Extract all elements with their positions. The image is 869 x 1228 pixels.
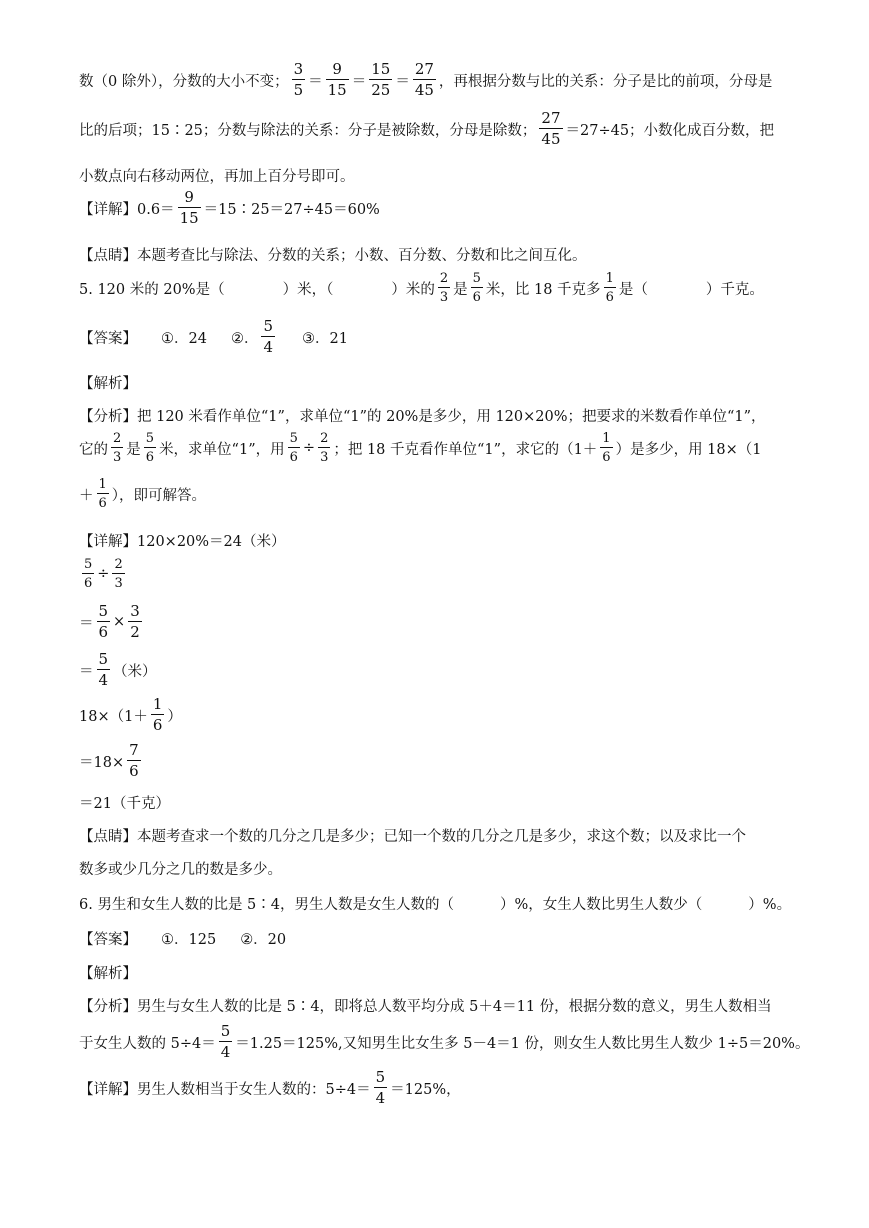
calc-line xyxy=(79,743,144,779)
numerator: 5 xyxy=(98,602,109,620)
fraction xyxy=(292,62,306,98)
denominator: 3 xyxy=(438,287,450,304)
calc-line: ＝21（千克） xyxy=(79,796,170,812)
denominator: 4 xyxy=(98,671,109,689)
fraction xyxy=(144,432,156,464)
denominator: 4 xyxy=(220,1043,231,1061)
fraction xyxy=(600,432,612,464)
calc-line xyxy=(79,697,182,733)
text-segment: ＝1.25＝125%,又知男生比女生多 5－4＝1 份，则女生人数比男生人数少 1÷5＝20%。 xyxy=(235,1035,810,1052)
fraction xyxy=(438,272,450,304)
fraction xyxy=(97,478,109,510)
text-line xyxy=(79,62,772,98)
text-segment: 【详解】0.6＝ xyxy=(79,201,175,218)
text-segment: ＝27÷45；小数化成百分数，把 xyxy=(565,122,775,139)
text-segment: 于女生人数的 5÷4＝ xyxy=(79,1035,216,1052)
fraction xyxy=(369,62,392,98)
text-segment: ＝18× xyxy=(79,754,125,771)
text-segment: ＋ xyxy=(79,487,94,504)
denominator: 15 xyxy=(179,209,199,227)
denominator: 45 xyxy=(414,81,434,99)
calc-line xyxy=(79,652,157,688)
fraction xyxy=(318,432,330,464)
text-segment: ＝ xyxy=(351,73,367,90)
fraction xyxy=(261,319,275,355)
text-segment: ）米，（ xyxy=(282,281,334,298)
numerator: 5 xyxy=(145,431,155,446)
text-segment: ＝15∶25＝27÷45＝60% xyxy=(203,201,380,218)
text-line: 数多或少几分之几的数是多少。 xyxy=(79,862,282,878)
text-segment: 是 xyxy=(453,281,468,298)
denominator: 3 xyxy=(318,447,330,464)
fraction xyxy=(151,697,165,733)
text-segment: ）米的 xyxy=(391,281,435,298)
denominator: 2 xyxy=(130,623,140,641)
text-segment: 是 xyxy=(126,441,141,458)
answer-label: 【答案】 xyxy=(79,932,137,948)
numerator: 1 xyxy=(152,695,163,713)
text-line xyxy=(79,111,774,147)
text-segment: ）%。 xyxy=(748,897,792,913)
text-segment: ＝ xyxy=(395,73,410,90)
denominator: 15 xyxy=(327,81,347,99)
text-segment: 米，求单位“1”，用 xyxy=(159,441,285,458)
fraction xyxy=(97,652,111,688)
text-line: 【解析】 xyxy=(79,966,137,982)
denominator: 6 xyxy=(144,447,156,464)
denominator: 6 xyxy=(152,716,163,734)
calc-line xyxy=(79,604,145,640)
denominator: 6 xyxy=(97,493,109,510)
numerator: 9 xyxy=(184,188,194,206)
numerator: 1 xyxy=(605,271,614,286)
text-line: 【分析】把 120 米看作单位“1”，求单位“1”的 20%是多少，用 120×20%；把要求的米数看作单位“1”， xyxy=(79,409,766,425)
denominator: 4 xyxy=(263,338,273,356)
question-6 xyxy=(79,893,791,914)
numerator: 1 xyxy=(98,477,107,492)
fraction xyxy=(178,190,201,226)
numerator: 5 xyxy=(220,1022,231,1040)
denominator: 3 xyxy=(111,447,123,464)
calc-line xyxy=(79,558,128,590)
denominator: 25 xyxy=(371,81,391,99)
numerator: 5 xyxy=(98,650,109,668)
fraction xyxy=(219,1024,233,1060)
text-line: 【分析】男生与女生人数的比是 5∶4，即将总人数平均分成 5＋4＝11 份，根据分数的意义，男生人数相当 xyxy=(79,999,772,1015)
denominator: 5 xyxy=(293,81,304,99)
fraction xyxy=(128,604,142,640)
numerator: 27 xyxy=(541,109,561,127)
text-segment: ＝125%， xyxy=(390,1081,461,1098)
numerator: 9 xyxy=(332,60,342,78)
numerator: 27 xyxy=(414,60,434,78)
text-segment: ）千克。 xyxy=(705,281,764,298)
question-5 xyxy=(79,272,764,304)
text-segment: 【详解】男生人数相当于女生人数的：5÷4＝ xyxy=(79,1081,371,1098)
numerator: 1 xyxy=(602,431,611,446)
numerator: 2 xyxy=(114,557,123,572)
answer-1: ①．125 xyxy=(161,932,217,948)
denominator: 3 xyxy=(112,573,124,590)
answer-2: ②． xyxy=(230,330,259,347)
numerator: 5 xyxy=(375,1068,386,1086)
numerator: 5 xyxy=(289,431,298,446)
numerator: 2 xyxy=(113,431,122,446)
text-segment: ＝ xyxy=(79,615,94,632)
fraction xyxy=(112,558,124,590)
text-segment: ＝ xyxy=(308,73,323,90)
text-segment: 18×（1＋ xyxy=(79,708,148,725)
text-line xyxy=(79,190,380,226)
fraction xyxy=(97,604,111,640)
text-segment: ）是多少，用 18×（1 xyxy=(615,441,762,458)
text-segment: ，再根据分数与比的关系：分子是比的前项，分母是 xyxy=(438,73,773,90)
text-segment: ）%，女生人数比男生人数少（ xyxy=(500,897,703,913)
denominator: 6 xyxy=(604,287,616,304)
text-segment: ；把 18 千克看作单位“1”，求它的（1＋ xyxy=(333,441,598,458)
text-segment: （米） xyxy=(113,663,157,680)
text-line xyxy=(79,478,206,510)
text-line xyxy=(79,1070,461,1106)
denominator: 4 xyxy=(375,1089,386,1107)
fraction xyxy=(127,743,141,779)
answer-3: ③．21 xyxy=(302,330,348,347)
answer-line xyxy=(79,319,348,355)
answer-label: 【答案】 xyxy=(79,330,137,347)
text-segment: 6. 男生和女生人数的比是 5∶4，男生人数是女生人数的（ xyxy=(79,897,455,913)
numerator: 2 xyxy=(439,271,449,286)
fraction xyxy=(82,558,94,590)
fraction xyxy=(604,272,616,304)
text-line: 【解析】 xyxy=(79,376,137,392)
text-segment: ） xyxy=(167,708,182,725)
numerator: 5 xyxy=(263,317,273,335)
text-segment: 是（ xyxy=(618,281,648,298)
numerator: 5 xyxy=(472,271,481,286)
text-segment: ÷ xyxy=(97,566,110,582)
text-line xyxy=(79,1024,809,1060)
denominator: 45 xyxy=(541,130,561,148)
text-line: 【点睛】本题考查比与除法、分数的关系；小数、百分数、分数和比之间互化。 xyxy=(79,248,587,264)
fraction xyxy=(111,432,123,464)
denominator: 6 xyxy=(600,447,612,464)
fraction xyxy=(288,432,300,464)
text-line: 【详解】120×20%＝24（米） xyxy=(79,534,286,550)
fraction xyxy=(539,111,562,147)
text-line xyxy=(79,432,762,464)
denominator: 6 xyxy=(129,762,139,780)
text-line: 【点睛】本题考查求一个数的几分之几是多少；已知一个数的几分之几是多少，求这个数；以及求比一个 xyxy=(79,829,746,845)
answer-line xyxy=(79,928,286,949)
text-segment: ），即可解答。 xyxy=(111,487,207,504)
numerator: 3 xyxy=(130,602,140,620)
fraction xyxy=(374,1070,388,1106)
fraction xyxy=(471,272,483,304)
text-segment: 数（0 除外），分数的大小不变； xyxy=(79,73,289,90)
numerator: 3 xyxy=(293,60,304,78)
numerator: 5 xyxy=(84,557,93,572)
text-segment: 5. 120 米的 20%是（ xyxy=(79,281,225,298)
text-segment: × xyxy=(113,614,126,630)
answer-2: ②．20 xyxy=(240,932,287,948)
text-segment: ÷ xyxy=(302,440,316,456)
denominator: 6 xyxy=(288,447,300,464)
fraction xyxy=(413,62,436,98)
answer-1: ①．24 xyxy=(161,330,207,347)
text-segment: 比的后项；15∶25；分数与除法的关系：分子是被除数，分母是除数； xyxy=(79,122,537,139)
numerator: 2 xyxy=(320,431,329,446)
text-segment: 米，比 18 千克多 xyxy=(485,281,601,298)
text-line: 小数点向右移动两位，再加上百分号即可。 xyxy=(79,169,355,185)
text-segment: ＝ xyxy=(79,663,94,680)
denominator: 6 xyxy=(82,573,94,590)
fraction xyxy=(326,62,349,98)
denominator: 6 xyxy=(471,287,483,304)
text-segment: 它的 xyxy=(79,441,108,458)
numerator: 7 xyxy=(129,741,139,759)
denominator: 6 xyxy=(98,623,109,641)
numerator: 15 xyxy=(371,60,391,78)
